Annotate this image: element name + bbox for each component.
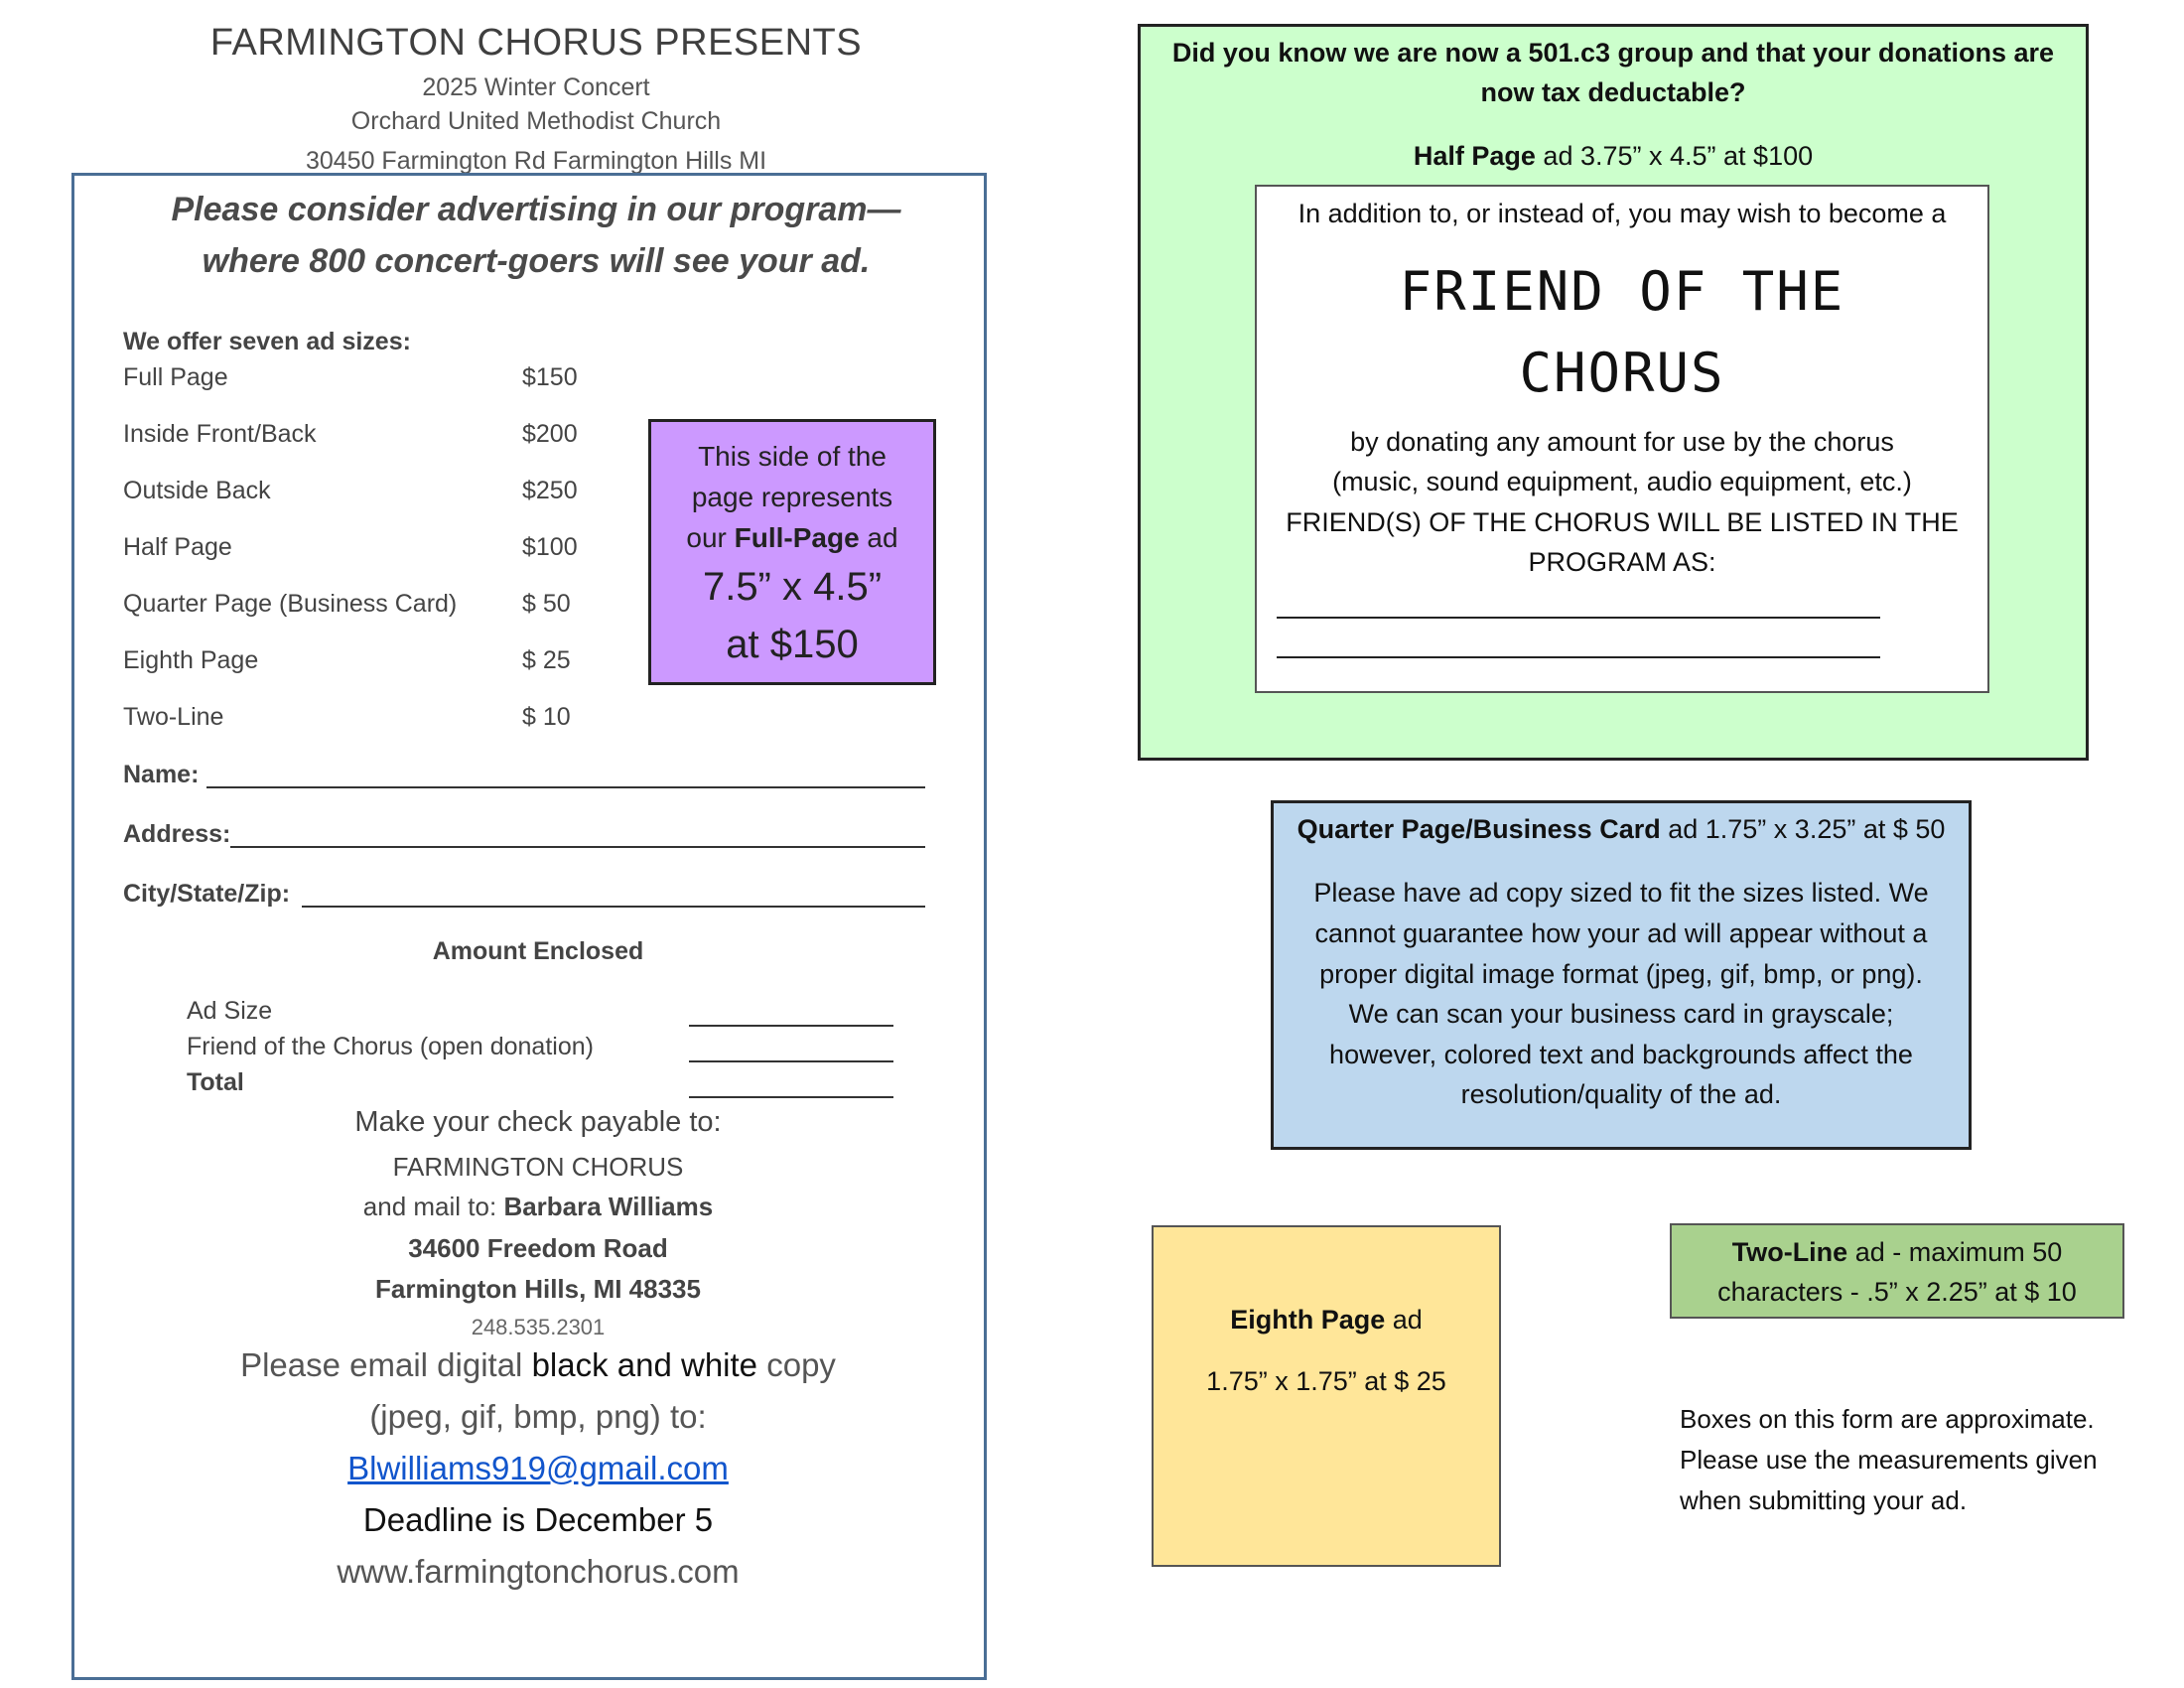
concert-name: 2025 Winter Concert bbox=[422, 73, 650, 101]
ad-size-name: Full Page bbox=[123, 363, 228, 391]
full-page-line-2: page represents bbox=[691, 482, 893, 512]
total-label: Total bbox=[187, 1068, 244, 1096]
friend-desc-1: by donating any amount for use by the chorus bbox=[1350, 427, 1894, 457]
mail-street: 34600 Freedom Road bbox=[408, 1233, 668, 1263]
friend-intro: In addition to, or instead of, you may wish to become a bbox=[1297, 199, 1947, 228]
quarter-page-text-3: proper digital image format (jpeg, gif, bmp, or png). bbox=[1319, 959, 1923, 989]
mail-to: and mail to: Barbara Williams bbox=[362, 1192, 714, 1221]
two-line-title: Two-Line ad - maximum 50 bbox=[1731, 1237, 2063, 1267]
phone-number: 248.535.2301 bbox=[471, 1315, 606, 1339]
promo-line-2: where 800 concert-goers will see your ad. bbox=[202, 242, 871, 280]
note-line-1: Boxes on this form are approximate. bbox=[1680, 1404, 2095, 1434]
mail-city: Farmington Hills, MI 48335 bbox=[375, 1274, 701, 1304]
email-link-wrap bbox=[71, 1450, 1005, 1487]
payee-name: FARMINGTON CHORUS bbox=[392, 1152, 684, 1182]
payable-label: Make your check payable to: bbox=[354, 1106, 722, 1138]
friend-title-line-1: FRIEND OF THE bbox=[1399, 260, 1845, 323]
email-formats: (jpeg, gif, bmp, png) to: bbox=[369, 1398, 707, 1435]
ad-size-amount-label: Ad Size bbox=[187, 997, 273, 1025]
email-link[interactable]: Blwilliams919@gmail.com bbox=[347, 1450, 729, 1486]
friend-desc-2: (music, sound equipment, audio equipment, etc.) bbox=[1332, 467, 1912, 496]
ad-size-price: $150 bbox=[522, 363, 578, 391]
total-field[interactable] bbox=[689, 1096, 893, 1098]
full-page-price: at $150 bbox=[726, 623, 859, 666]
amount-enclosed-heading: Amount Enclosed bbox=[432, 937, 644, 965]
ad-size-name: Eighth Page bbox=[123, 646, 259, 674]
ad-size-name: Two-Line bbox=[123, 703, 224, 731]
quarter-page-title: Quarter Page/Business Card ad 1.75” x 3.25” at $ 50 bbox=[1297, 814, 1946, 844]
quarter-page-text-6: resolution/quality of the ad. bbox=[1460, 1079, 1782, 1109]
ad-size-name: Quarter Page (Business Card) bbox=[123, 590, 458, 618]
address-label: Address: bbox=[123, 820, 231, 848]
tax-deductible-line-1: Did you know we are now a 501.c3 group and that your donations are bbox=[1171, 38, 2055, 68]
ad-size-name: Outside Back bbox=[123, 477, 271, 504]
full-page-sample-box bbox=[648, 419, 936, 685]
quarter-page-text-4: We can scan your business card in grayscale; bbox=[1348, 999, 1894, 1029]
friend-desc-3: FRIEND(S) OF THE CHORUS WILL BE LISTED IN THE bbox=[1286, 507, 1959, 537]
ad-size-amount-field[interactable] bbox=[689, 1025, 893, 1027]
deadline: Deadline is December 5 bbox=[362, 1501, 714, 1538]
venue-city: Farmington Hills MI bbox=[552, 147, 767, 175]
friend-listing-line-1[interactable] bbox=[1277, 617, 1880, 619]
ad-size-price: $ 25 bbox=[522, 646, 571, 674]
eighth-page-title: Eighth Page ad bbox=[1230, 1305, 1423, 1335]
venue-street: 30450 Farmington Rd bbox=[305, 147, 546, 175]
name-label: Name: bbox=[123, 761, 200, 788]
two-line-size: characters - .5” x 2.25” at $ 10 bbox=[1717, 1277, 2077, 1307]
ad-size-price: $ 50 bbox=[522, 590, 571, 618]
ad-size-name: Half Page bbox=[123, 533, 232, 561]
tax-deductible-line-2: now tax deductable? bbox=[1480, 77, 1746, 107]
friend-amount-field[interactable] bbox=[689, 1060, 893, 1062]
note-line-2: Please use the measurements given bbox=[1680, 1445, 2098, 1475]
full-page-line-1: This side of the bbox=[698, 441, 887, 472]
friend-listing-line-2[interactable] bbox=[1277, 656, 1880, 658]
venue-name: Orchard United Methodist Church bbox=[350, 107, 722, 135]
friend-amount-label: Friend of the Chorus (open donation) bbox=[187, 1033, 594, 1060]
quarter-page-text-5: however, colored text and backgrounds affect the bbox=[1329, 1040, 1913, 1069]
friend-desc-4: PROGRAM AS: bbox=[1528, 547, 1716, 577]
eighth-page-size: 1.75” x 1.75” at $ 25 bbox=[1206, 1366, 1446, 1396]
friend-title-line-2: CHORUS bbox=[1519, 342, 1725, 404]
half-page-size: Half Page ad 3.75” x 4.5” at $100 bbox=[1413, 141, 1814, 171]
full-page-line-3: our Full-Page ad bbox=[686, 522, 898, 553]
ad-size-name: Inside Front/Back bbox=[123, 420, 317, 448]
ad-size-price: $ 10 bbox=[522, 703, 571, 731]
venue-address bbox=[69, 147, 1003, 176]
note-line-3: when submitting your ad. bbox=[1680, 1485, 1968, 1515]
city-state-zip-field[interactable] bbox=[302, 906, 925, 908]
ad-size-price: $200 bbox=[522, 420, 578, 448]
quarter-page-text-2: cannot guarantee how your ad will appear without a bbox=[1314, 918, 1928, 948]
full-page-size: 7.5” x 4.5” bbox=[702, 565, 883, 609]
quarter-page-text-1: Please have ad copy sized to fit the sizes listed. We bbox=[1313, 878, 1929, 908]
ad-sizes-heading: We offer seven ad sizes: bbox=[123, 328, 411, 355]
website: www.farmingtonchorus.com bbox=[337, 1553, 740, 1590]
ad-size-price: $250 bbox=[522, 477, 578, 504]
city-state-zip-label: City/State/Zip: bbox=[123, 880, 291, 908]
page-title: FARMINGTON CHORUS PRESENTS bbox=[209, 22, 863, 64]
email-instruction: Please email digital black and white copy bbox=[240, 1346, 836, 1383]
address-field[interactable] bbox=[230, 846, 925, 848]
promo-line-1: Please consider advertising in our program— bbox=[171, 191, 901, 228]
name-field[interactable] bbox=[206, 786, 925, 788]
ad-size-price: $100 bbox=[522, 533, 578, 561]
